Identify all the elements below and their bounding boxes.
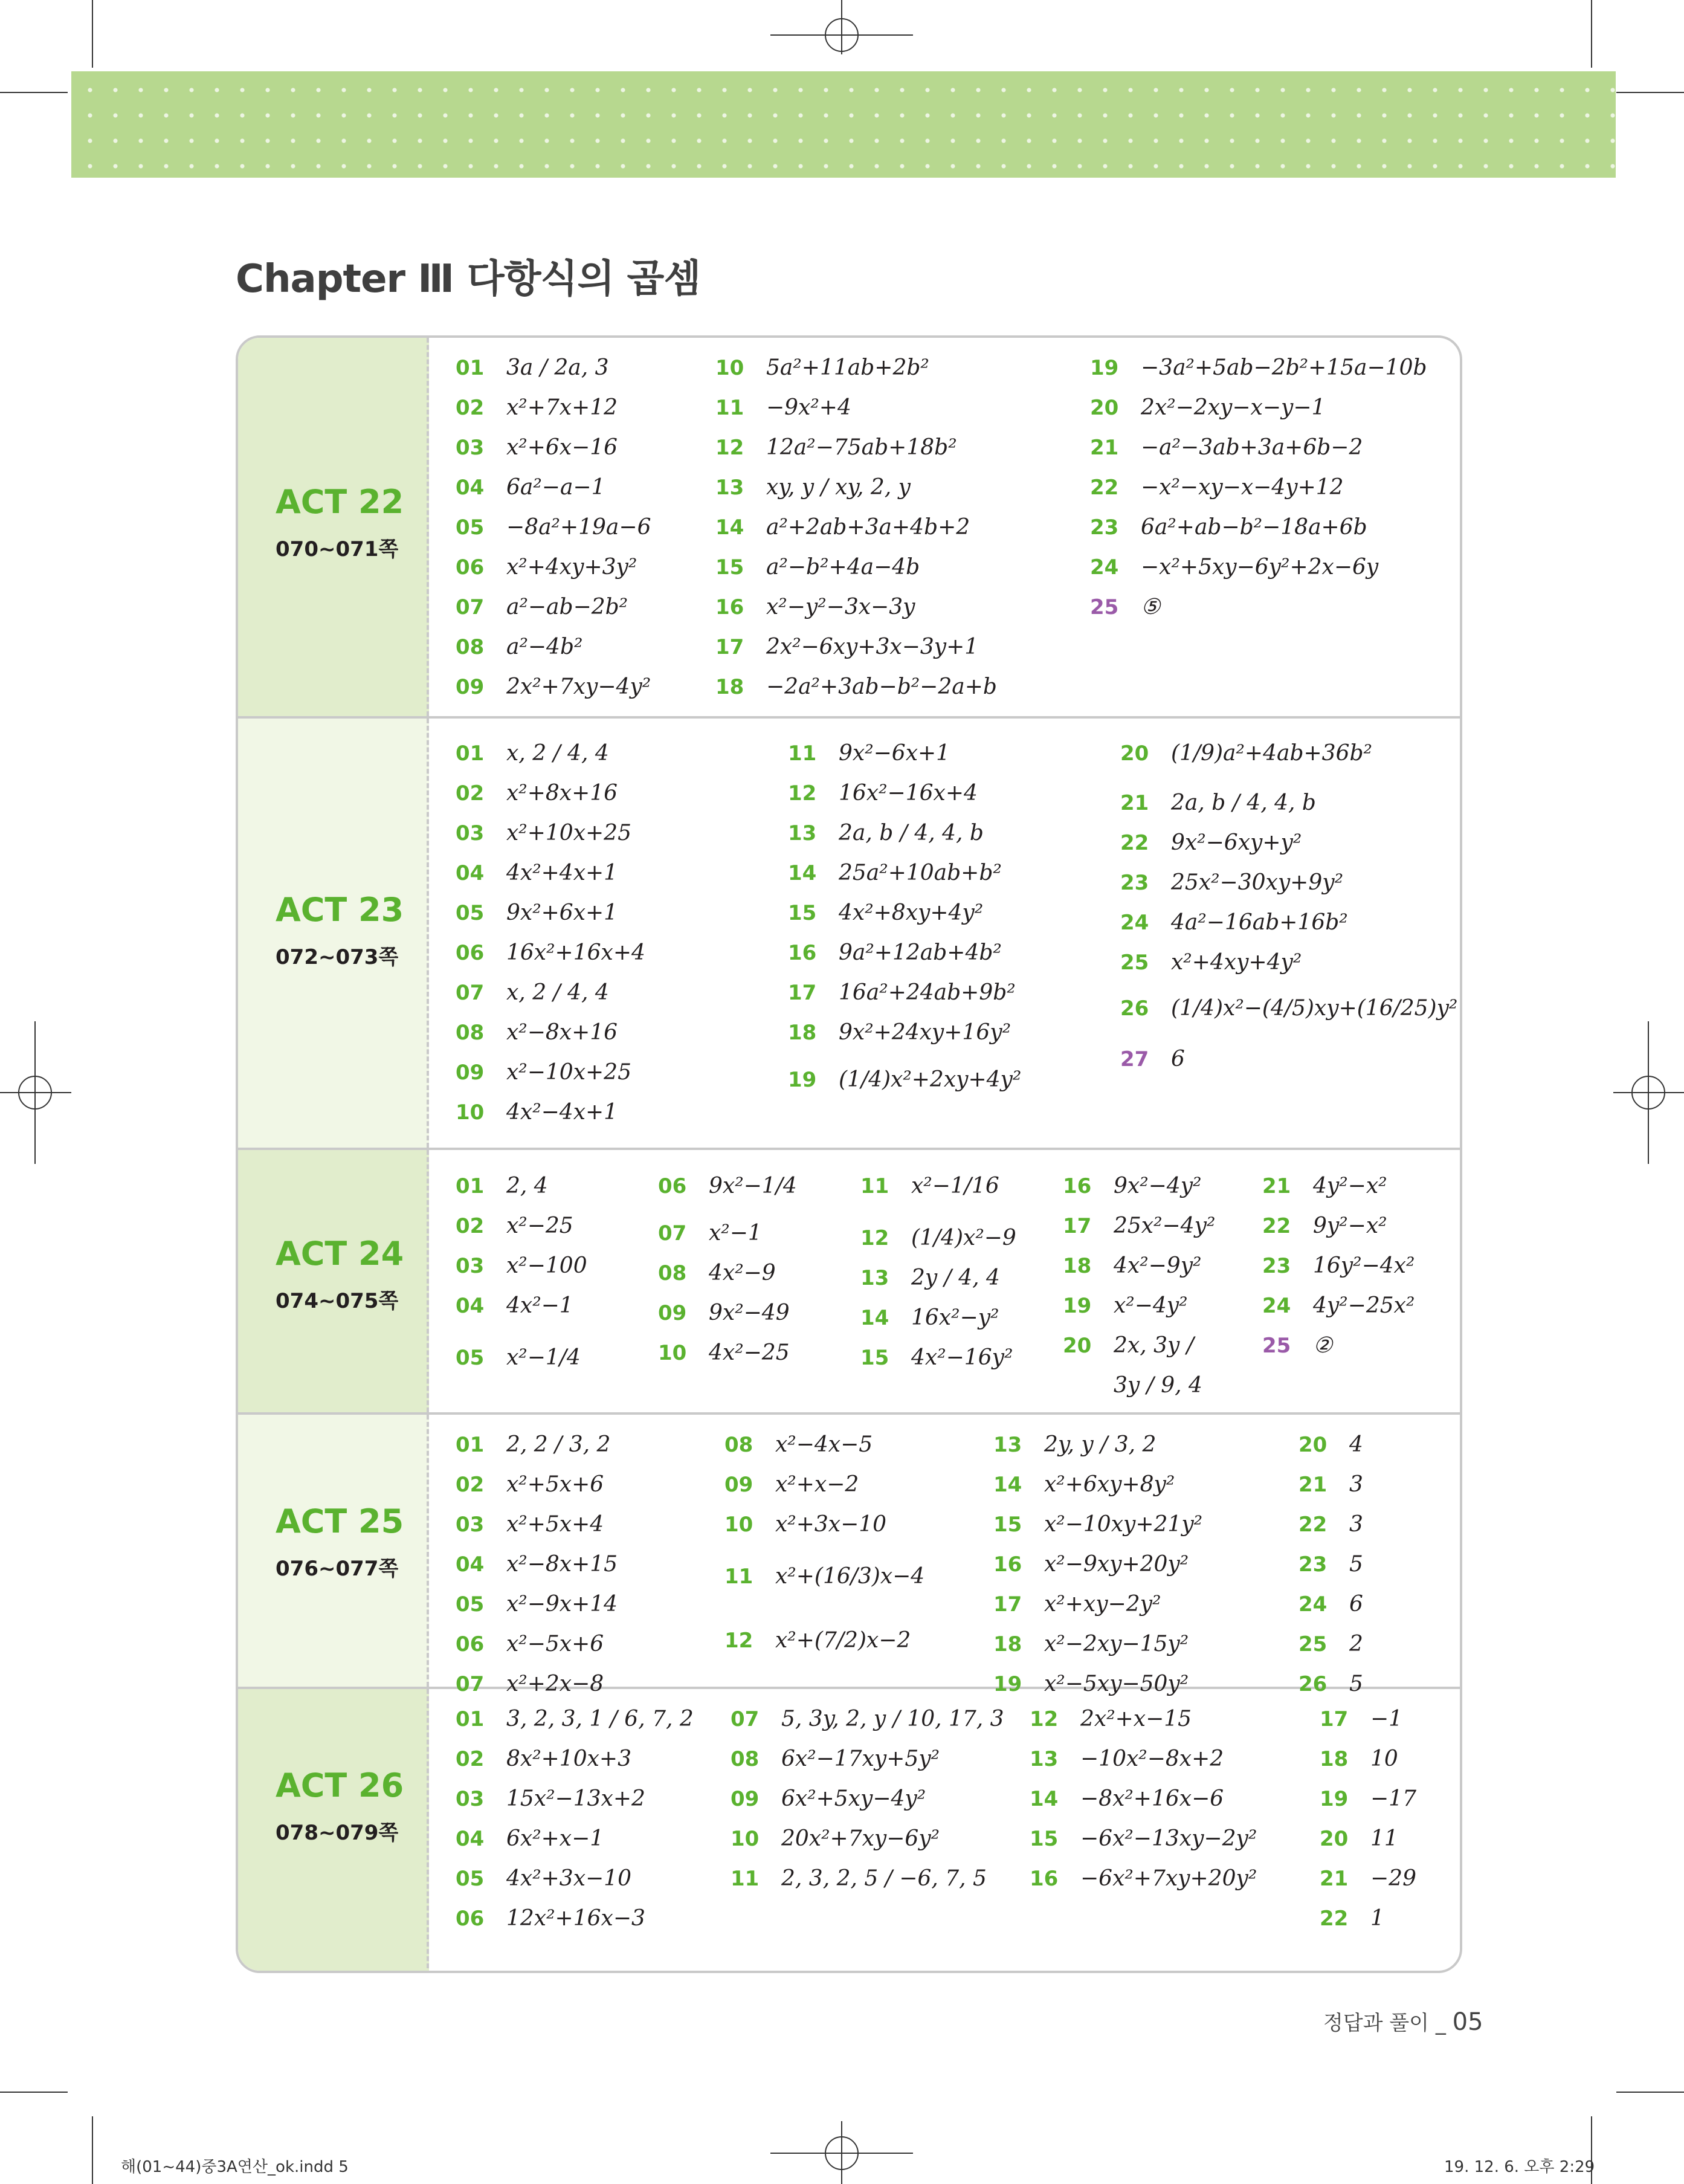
question-number: 07 [456,981,485,1005]
answer-text: 6a²+ab−b²−18a+6b [1141,515,1367,540]
question-number: 04 [456,1294,485,1318]
question-number: 23 [1262,1254,1291,1278]
crop-mark [0,2092,68,2093]
question-number: 11 [731,1867,760,1891]
answer-text: 4x²+4x+1 [506,861,618,885]
answer-text: x²−4x−5 [775,1432,873,1457]
question-number: 07 [731,1707,760,1731]
question-number: 01 [456,356,485,380]
question-number: 02 [456,1214,485,1238]
answer-text: (1/4)x²−9 [911,1226,1016,1250]
answer-text: 5a²+11ab+2b² [766,355,929,380]
answer-text: −1 [1370,1707,1403,1731]
crop-mark [92,2116,93,2184]
act-title: ACT 26 [276,1766,404,1804]
crop-mark [0,1092,71,1093]
answer-text: 9x²−4y² [1114,1174,1202,1198]
question-number: 06 [456,1632,485,1656]
answer-text: 5, 3y, 2, y / 10, 17, 3 [781,1707,1004,1731]
answer-text: −6x²+7xy+20y² [1080,1866,1257,1891]
act-title: ACT 23 [276,891,404,929]
answer-text: a²−ab−2b² [506,595,628,619]
question-number: 03 [456,821,485,845]
answer-text: 16x²+16x+4 [506,940,645,965]
question-number: 09 [724,1473,753,1497]
answer-text: 9x²+6x+1 [506,900,618,925]
question-number: 05 [456,1346,485,1370]
answer-text: x²+5x+6 [506,1472,604,1497]
question-number: 22 [1262,1214,1291,1238]
question-number: 08 [731,1747,760,1771]
question-number: 16 [1063,1174,1092,1198]
answer-text: x²−4y² [1114,1293,1188,1318]
crop-mark [0,92,68,93]
question-number: 25 [1298,1632,1328,1656]
question-number: 20 [1320,1827,1349,1851]
question-number: 17 [993,1592,1022,1617]
question-number: 25 [1090,595,1119,619]
header-banner [71,71,1616,178]
question-number: 10 [658,1341,687,1365]
question-number: 04 [456,861,485,885]
question-number: 13 [788,821,817,845]
act-section [238,1150,1460,1415]
answer-text: 16x²−16x+4 [839,781,978,806]
question-number: 17 [1063,1214,1092,1238]
answer-text: 25a²+10ab+b² [839,861,1002,885]
act-section [238,338,1460,719]
question-number: 05 [456,1592,485,1617]
act-section [238,1689,1460,1973]
answer-text: 9x²−49 [709,1300,790,1325]
answer-text: xy, y / xy, 2, y [766,475,911,500]
question-number: 04 [456,476,485,500]
question-number: 18 [1320,1747,1349,1771]
answer-text: (1/9)a²+4ab+36b² [1171,741,1372,766]
question-number: 19 [1320,1787,1349,1811]
chapter-heading [236,248,714,303]
answer-text: x²−9xy+20y² [1044,1552,1189,1577]
answer-text: x²−100 [506,1253,587,1278]
answer-text: 4 [1349,1432,1363,1457]
question-number: 13 [993,1433,1022,1457]
answer-text: −29 [1370,1866,1416,1891]
crop-mark [1648,1021,1649,1164]
question-number: 09 [456,675,485,699]
answer-text: 4x²+3x−10 [506,1866,631,1891]
question-number: 06 [456,555,485,580]
answer-text: 8x²+10x+3 [506,1746,631,1771]
question-number: 10 [715,356,744,380]
question-number: 25 [1262,1334,1291,1358]
answer-text: 15x²−13x+2 [506,1786,645,1811]
answer-text: 4x²−25 [709,1340,790,1365]
answer-text: 10 [1370,1746,1398,1771]
question-number: 20 [1090,396,1119,420]
question-number: 08 [456,635,485,659]
answer-text: 4x²+8xy+4y² [839,900,984,925]
question-number: 02 [456,396,485,420]
question-number: 03 [456,1787,485,1811]
answer-text: 12a²−75ab+18b² [766,435,957,460]
question-number: 19 [993,1672,1022,1696]
question-number: 03 [456,436,485,460]
answer-text: −9x²+4 [766,395,851,420]
act-section [238,719,1460,1150]
question-number: 15 [788,901,817,925]
answer-text: 2, 4 [506,1174,548,1198]
page-number: 05 [1452,2008,1483,2036]
question-number: 21 [1298,1473,1328,1497]
slug-filename: 해(01~44)중3A연산_ok.indd 5 [121,2158,349,2176]
question-number: 07 [658,1221,687,1245]
answer-text: ② [1313,1333,1333,1358]
question-number: 20 [1120,741,1149,766]
question-number: 19 [1063,1294,1092,1318]
answer-text: 2x²−2xy−x−y−1 [1141,395,1326,420]
act-sidebar [238,1689,429,1973]
crop-mark [34,1021,36,1164]
answer-text: 3 [1349,1472,1363,1497]
question-number: 16 [788,941,817,965]
answer-text: 20x²+7xy−6y² [781,1826,940,1851]
answer-text: x²+3x−10 [775,1512,887,1537]
answer-text: 4y²−x² [1313,1174,1387,1198]
crop-mark [1616,2092,1684,2093]
answer-text: 6 [1171,1047,1185,1071]
answer-text: 2a, b / 4, 4, b [839,821,984,845]
act-sidebar [238,1150,429,1412]
question-number: 01 [456,1707,485,1731]
answer-text: 6x²+x−1 [506,1826,604,1851]
question-number: 10 [731,1827,760,1851]
act-title: ACT 25 [276,1502,404,1540]
question-number: 18 [1063,1254,1092,1278]
answer-text: 2 [1349,1632,1363,1656]
answer-text: 4x²−16y² [911,1345,1013,1370]
answer-text: x²−9x+14 [506,1592,618,1617]
question-number: 15 [715,555,744,580]
question-number: 05 [456,901,485,925]
question-number: 14 [715,515,744,540]
answer-box [236,335,1462,1973]
answer-text: 2x, 3y / [1114,1333,1194,1358]
question-number: 11 [724,1565,753,1589]
act-pages: 076~077쪽 [276,1557,399,1581]
answer-text: 9x²−1/4 [709,1174,797,1198]
act-pages: 070~071쪽 [276,537,399,561]
answer-text: 4y²−25x² [1313,1293,1415,1318]
answer-text: 9x²−6x+1 [839,741,950,766]
question-number: 15 [1030,1827,1059,1851]
answer-text: x²−2xy−15y² [1044,1632,1189,1656]
crop-mark [1616,92,1684,93]
question-number: 06 [658,1174,687,1198]
answer-text: 16y²−4x² [1313,1253,1415,1278]
question-number: 18 [715,675,744,699]
question-number: 24 [1298,1592,1328,1617]
answer-text: x²−5x+6 [506,1632,604,1656]
question-number: 18 [788,1021,817,1045]
answer-text: 9a²+12ab+4b² [839,940,1002,965]
footer-label: 정답과 풀이 _ [1323,2011,1446,2035]
answer-text: x²+7x+12 [506,395,618,420]
question-number: 02 [456,1473,485,1497]
question-number: 04 [456,1552,485,1577]
answer-text: −10x²−8x+2 [1080,1746,1224,1771]
crop-mark [841,2121,842,2184]
page-footer [1323,2006,1483,2036]
question-number: 16 [715,595,744,619]
question-number: 08 [724,1433,753,1457]
question-number: 19 [788,1068,817,1092]
answer-text: ⑤ [1141,595,1161,619]
answer-text: 3y / 9, 4 [1114,1373,1202,1398]
answer-text: x²−10x+25 [506,1060,631,1085]
question-number: 12 [1030,1707,1059,1731]
answer-text: x²−1/16 [911,1174,999,1198]
question-number: 22 [1320,1907,1349,1931]
question-number: 23 [1298,1552,1328,1577]
question-number: 24 [1090,555,1119,580]
question-number: 21 [1090,436,1119,460]
chapter-title: 다항식의 곱셈 [466,257,701,302]
question-number: 08 [658,1261,687,1285]
act-pages: 078~079쪽 [276,1821,399,1845]
act-pages: 072~073쪽 [276,945,399,969]
question-number: 24 [1262,1294,1291,1318]
question-number: 22 [1090,476,1119,500]
act-sidebar [238,719,429,1148]
question-number: 02 [456,781,485,806]
act-title: ACT 22 [276,483,404,521]
question-number: 14 [993,1473,1022,1497]
answer-text: x²−5xy−50y² [1044,1672,1189,1696]
answer-text: 5 [1349,1672,1363,1696]
answer-text: x²−1/4 [506,1345,581,1370]
crop-mark [841,0,842,54]
question-number: 06 [456,1907,485,1931]
question-number: 23 [1120,871,1149,895]
question-number: 12 [788,781,817,806]
question-number: 15 [993,1513,1022,1537]
answer-text: −3a²+5ab−2b²+15a−10b [1141,355,1427,380]
question-number: 22 [1120,831,1149,855]
answer-text: 4a²−16ab+16b² [1171,910,1348,935]
answer-text: 3, 2, 3, 1 / 6, 7, 2 [506,1707,694,1731]
question-number: 01 [456,741,485,766]
question-number: 12 [860,1226,889,1250]
answer-text: 3a / 2a, 3 [506,355,609,380]
answer-text: −x²+5xy−6y²+2x−6y [1141,555,1379,580]
answer-text: 6x²+5xy−4y² [781,1786,926,1811]
question-number: 21 [1262,1174,1291,1198]
question-number: 14 [1030,1787,1059,1811]
question-number: 24 [1120,911,1149,935]
answer-text: x, 2 / 4, 4 [506,741,609,766]
slug-timestamp: 19. 12. 6. 오후 2:29 [1444,2158,1595,2176]
answer-text: 16x²−y² [911,1305,999,1330]
answer-text: a²−b²+4a−4b [766,555,920,580]
question-number: 26 [1120,997,1149,1021]
answer-text: x²+8x+16 [506,781,618,806]
question-number: 06 [456,941,485,965]
answer-text: x²+(16/3)x−4 [775,1564,925,1589]
question-number: 12 [715,436,744,460]
answer-text: 2a, b / 4, 4, b [1171,790,1316,815]
question-number: 13 [860,1266,889,1290]
answer-text: x²+xy−2y² [1044,1592,1161,1617]
answer-text: 25x²−4y² [1114,1213,1216,1238]
answer-text: 3 [1349,1512,1363,1537]
question-number: 13 [715,476,744,500]
answer-text: 9x²+24xy+16y² [839,1020,1011,1045]
question-number: 20 [1298,1433,1328,1457]
answer-text: −8a²+19a−6 [506,515,651,540]
question-number: 21 [1120,791,1149,815]
question-number: 07 [456,595,485,619]
question-number: 04 [456,1827,485,1851]
answer-text: x²+4xy+4y² [1171,950,1302,975]
question-number: 17 [788,981,817,1005]
act-title: ACT 24 [276,1235,404,1273]
question-number: 17 [715,635,744,659]
chapter-label: Chapter Ⅲ [236,257,454,302]
question-number: 19 [1090,356,1119,380]
question-number: 02 [456,1747,485,1771]
question-number: 25 [1120,951,1149,975]
act-sidebar [238,1415,429,1687]
answer-text: −x²−xy−x−4y+12 [1141,475,1344,500]
question-number: 20 [1063,1334,1092,1358]
answer-text: 25x²−30xy+9y² [1171,870,1343,895]
question-number: 11 [788,741,817,766]
answer-text: x²−8x+16 [506,1020,618,1045]
answer-text: −6x²−13xy−2y² [1080,1826,1257,1851]
answer-text: (1/4)x²+2xy+4y² [839,1067,1022,1092]
answer-text: 16a²+24ab+9b² [839,980,1016,1005]
answer-text: −8x²+16x−6 [1080,1786,1224,1811]
answer-text: −2a²+3ab−b²−2a+b [766,674,997,699]
question-number: 16 [993,1552,1022,1577]
question-number: 03 [456,1254,485,1278]
answer-text: 9x²−6xy+y² [1171,830,1302,855]
answer-text: x²+6x−16 [506,435,618,460]
question-number: 12 [724,1629,753,1653]
answer-text: a²−4b² [506,635,583,659]
answer-text: 2x²−6xy+3x−3y+1 [766,635,979,659]
act-sidebar [238,338,429,716]
answer-text: x²+5x+4 [506,1512,604,1537]
question-number: 01 [456,1433,485,1457]
question-number: 11 [860,1174,889,1198]
answer-text: x, 2 / 4, 4 [506,980,609,1005]
question-number: 13 [1030,1747,1059,1771]
answer-text: a²+2ab+3a+4b+2 [766,515,970,540]
answer-text: x²+10x+25 [506,821,631,845]
answer-text: x²+x−2 [775,1472,859,1497]
question-number: 10 [724,1513,753,1537]
question-number: 27 [1120,1047,1149,1071]
crop-mark [1591,0,1592,68]
answer-text: 6x²−17xy+5y² [781,1746,940,1771]
question-number: 09 [456,1061,485,1085]
answer-text: x²−8x+15 [506,1552,618,1577]
question-number: 16 [1030,1867,1059,1891]
answer-text: 2, 2 / 3, 2 [506,1432,611,1457]
question-number: 15 [860,1346,889,1370]
answer-text: x²+(7/2)x−2 [775,1628,911,1653]
crop-mark [92,0,93,68]
question-number: 05 [456,1867,485,1891]
answer-text: 2x²+7xy−4y² [506,674,651,699]
answer-text: 4x²−9 [709,1261,776,1285]
answer-text: −17 [1370,1786,1416,1811]
answer-text: −a²−3ab+3a+6b−2 [1141,435,1363,460]
question-number: 22 [1298,1513,1328,1537]
question-number: 14 [860,1306,889,1330]
answer-text: 4x²−1 [506,1293,573,1318]
answer-text: (1/4)x²−(4/5)xy+(16/25)y² [1171,996,1458,1021]
question-number: 03 [456,1513,485,1537]
answer-text: 6 [1349,1592,1363,1617]
answer-text: x²+6xy+8y² [1044,1472,1175,1497]
answer-text: 2y, y / 3, 2 [1044,1432,1157,1457]
act-section [238,1415,1460,1696]
answer-text: 4x²−4x+1 [506,1100,618,1125]
question-number: 26 [1298,1672,1328,1696]
question-number: 08 [456,1021,485,1045]
answer-text: 5 [1349,1552,1363,1577]
answer-text: x²+2x−8 [506,1672,604,1696]
question-number: 07 [456,1672,485,1696]
question-number: 01 [456,1174,485,1198]
answer-text: x²−10xy+21y² [1044,1512,1203,1537]
answer-text: 4x²−9y² [1114,1253,1202,1278]
question-number: 09 [731,1787,760,1811]
question-number: 23 [1090,515,1119,540]
question-number: 21 [1320,1867,1349,1891]
question-number: 10 [456,1100,485,1125]
answer-text: 6a²−a−1 [506,475,605,500]
answer-text: x²−25 [506,1213,573,1238]
answer-text: x²−1 [709,1221,762,1245]
answer-text: 11 [1370,1826,1398,1851]
question-number: 17 [1320,1707,1349,1731]
answer-text: 2y / 4, 4 [911,1265,1000,1290]
question-number: 18 [993,1632,1022,1656]
question-number: 09 [658,1301,687,1325]
question-number: 11 [715,396,744,420]
answer-text: 12x²+16x−3 [506,1906,645,1931]
act-pages: 074~075쪽 [276,1289,399,1313]
answer-text: x²−y²−3x−3y [766,595,915,619]
answer-text: 2, 3, 2, 5 / −6, 7, 5 [781,1866,987,1891]
answer-text: 1 [1370,1906,1384,1931]
question-number: 05 [456,515,485,540]
answer-text: 9y²−x² [1313,1213,1387,1238]
question-number: 14 [788,861,817,885]
answer-text: 2x²+x−15 [1080,1707,1192,1731]
answer-text: x²+4xy+3y² [506,555,637,580]
